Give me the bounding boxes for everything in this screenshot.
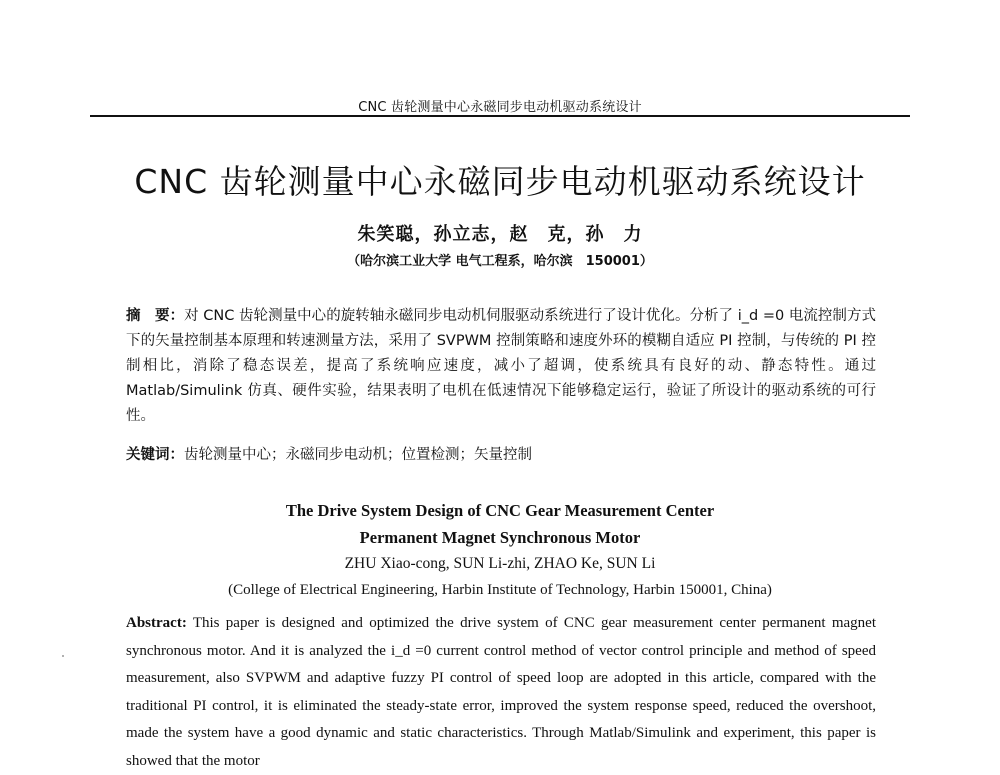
paper-title-cn: CNC 齿轮测量中心永磁同步电动机驱动系统设计 (134, 162, 866, 201)
paper-title-en-line1: The Drive System Design of CNC Gear Measurement Center (285, 501, 715, 520)
paper-title-en-line2: Permanent Magnet Synchronous Motor (359, 528, 641, 547)
authors-cn: 朱笑聪，孙立志，赵 克，孙 力 (357, 224, 643, 245)
affiliation-en: (College of Electrical Engineering, Harbin Institute of Technology, Harbin 150001, China) (228, 582, 772, 598)
abstract-cn-text: 对 CNC 齿轮测量中心的旋转轴永磁同步电动机伺服驱动系统进行了设计优化。分析了 i_d =0 电流控制方式下的矢量控制基本原理和转速测量方法，采用了 SVPWM 控制策略和速度外环的模糊自适应 PI 控制，与传统的 PI 控制相比，消除了稳态误差，提高了系统响应速度，减小了超调，使系统具有良好的动、静态特性。通过 Matlab/Simulink 仿真、硬件实验，结果表明了电机在低速情况下能够稳定运行，验证了所设计的驱动系统的可行性。 (126, 308, 876, 424)
scan-dot (62, 655, 64, 657)
keywords-cn (126, 443, 876, 468)
abstract-en-label: Abstract: (126, 615, 187, 631)
abstract-en (126, 610, 876, 775)
keywords-cn-text: 齿轮测量中心；永磁同步电动机；位置检测；矢量控制 (184, 447, 532, 463)
abstract-cn (126, 304, 876, 429)
keywords-cn-label: 关键词： (126, 447, 184, 463)
abstract-en-text: This paper is designed and optimized the drive system of CNC gear measurement center permanent magnet synchronous motor. And it is analyzed the i_d =0 current control method of vector control principle and method of speed measurement, also SVPWM and adaptive fuzzy PI control of speed loop are adopted in this article, compared with the traditional PI control, it is eliminated the steady-state error, improved the system response speed, reduced the overshoot, made the system have a good dynamic and static characteristics. Through Matlab/Simulink and experiment, this paper is showed that the motor (126, 615, 876, 769)
header-rule (90, 115, 910, 117)
affiliation-cn: （哈尔滨工业大学 电气工程系，哈尔滨 150001） (347, 254, 653, 269)
running-header: CNC 齿轮测量中心永磁同步电动机驱动系统设计 (358, 100, 642, 115)
abstract-cn-label: 摘 要： (126, 308, 185, 324)
authors-en: ZHU Xiao-cong, SUN Li-zhi, ZHAO Ke, SUN Li (344, 555, 656, 572)
paper-title-en (0, 497, 1000, 551)
